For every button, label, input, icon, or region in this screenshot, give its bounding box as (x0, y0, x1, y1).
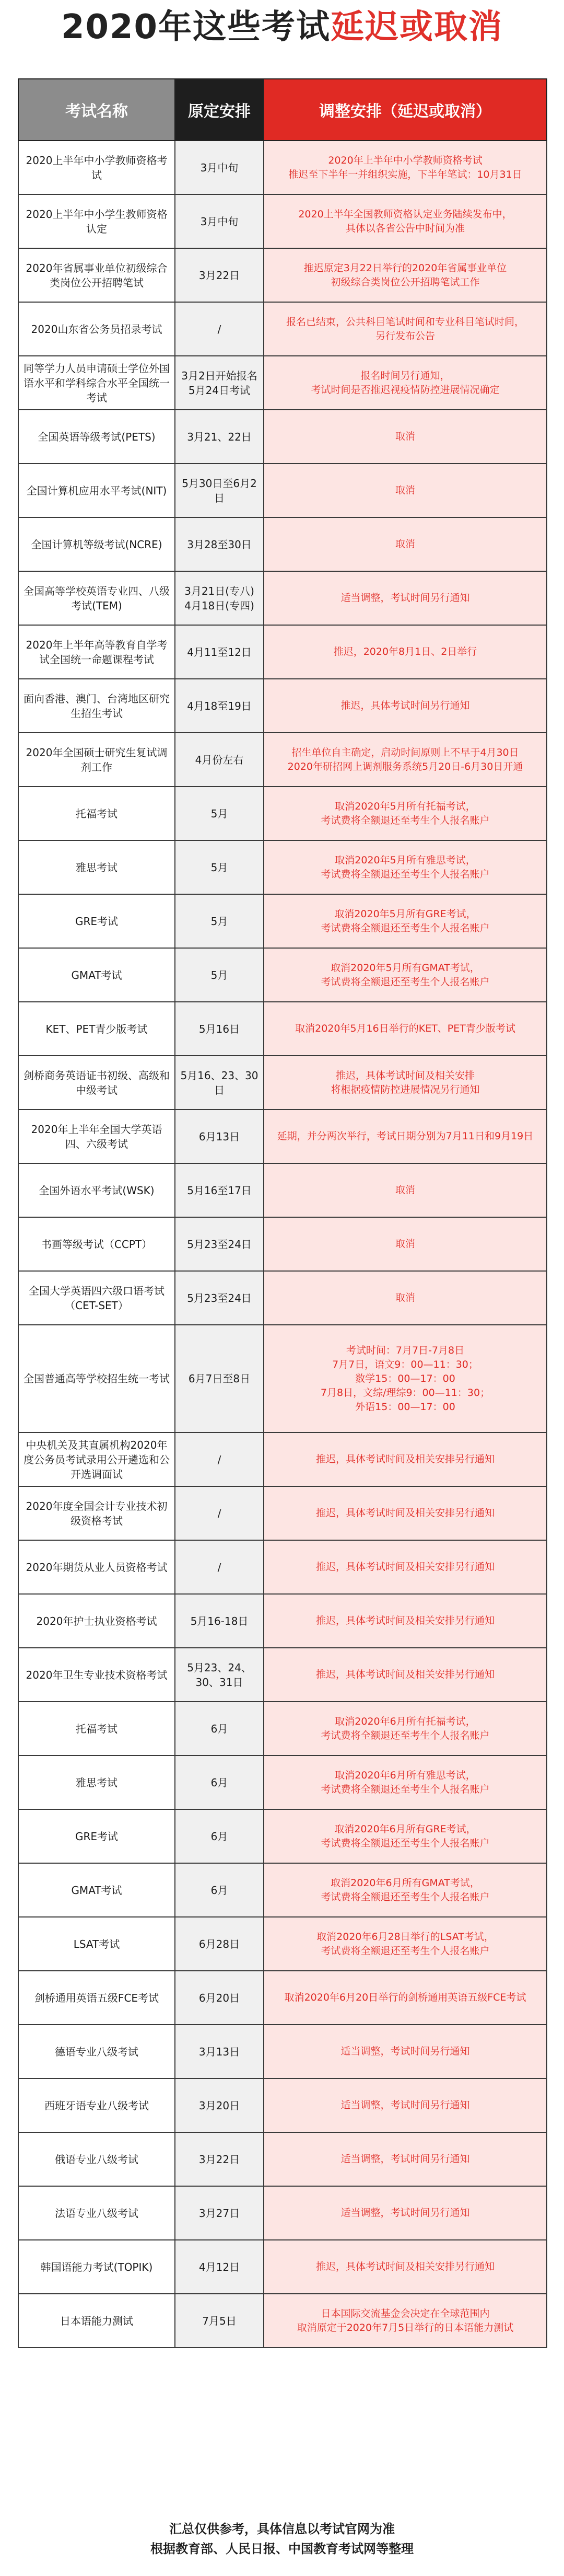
adjustment-cell: 适当调整，考试时间另行通知 (264, 571, 547, 625)
original-schedule-cell: 6月 (175, 1863, 264, 1917)
adjustment-cell: 取消 (264, 464, 547, 517)
original-schedule-cell: 5月16至17日 (175, 1163, 264, 1217)
adjustment-cell: 取消2020年5月16日举行的KET、PET青少版考试 (264, 1002, 547, 1056)
table-row (18, 1971, 547, 2025)
table-row (18, 2240, 547, 2294)
exam-name-cell: 全国计算机应用水平考试(NIT) (18, 464, 175, 517)
adjustment-cell: 推迟，具体考试时间及相关安排另行通知 (264, 1540, 547, 1594)
original-schedule-cell: 4月11至12日 (175, 625, 264, 679)
table-row (18, 733, 547, 787)
exam-name-cell: 2020年护士执业资格考试 (18, 1594, 175, 1648)
table-row (18, 625, 547, 679)
original-schedule-cell: 5月16、23、30日 (175, 1056, 264, 1110)
original-schedule-cell: 4月份左右 (175, 733, 264, 787)
original-schedule-cell: 5月 (175, 840, 264, 894)
table-row (18, 1163, 547, 1217)
table-row (18, 948, 547, 1002)
header-exam-name: 考试名称 (18, 79, 175, 141)
adjustment-cell: 取消 (264, 1163, 547, 1217)
exam-name-cell: 剑桥通用英语五级FCE考试 (18, 1971, 175, 2025)
original-schedule-cell: 3月20日 (175, 2078, 264, 2132)
header-original-schedule: 原定安排 (175, 79, 264, 141)
exam-name-cell: 韩国语能力考试(TOPIK) (18, 2240, 175, 2294)
adjustment-cell: 取消2020年6月28日举行的LSAT考试， 考试费将全额退还至考生个人报名账户 (264, 1917, 547, 1971)
original-schedule-cell: 6月 (175, 1809, 264, 1863)
original-schedule-cell: 3月中旬 (175, 194, 264, 248)
original-schedule-cell: 3月22日 (175, 248, 264, 302)
table-row (18, 1486, 547, 1540)
adjustment-cell: 推迟，具体考试时间及相关安排另行通知 (264, 2240, 547, 2294)
original-schedule-cell: 5月 (175, 787, 264, 840)
table-row (18, 517, 547, 571)
table-row (18, 1755, 547, 1809)
original-schedule-cell: 4月18至19日 (175, 679, 264, 733)
table-row (18, 302, 547, 356)
adjustment-cell: 取消2020年5月所有GRE考试， 考试费将全额退还至考生个人报名账户 (264, 894, 547, 948)
adjustment-cell: 取消2020年6月所有GMAT考试， 考试费将全额退还至考生个人报名账户 (264, 1863, 547, 1917)
exam-name-cell: 雅思考试 (18, 840, 175, 894)
exam-name-cell: 2020年省属事业单位初级综合类岗位公开招聘笔试 (18, 248, 175, 302)
adjustment-cell: 考试时间：7月7日-7月8日 7月7日，语文9：00—11：30； 数学15：00—17：00 7月8日，文综/理综9：00—11：30； 外语15：00—17：00 (264, 1325, 547, 1433)
table-row (18, 840, 547, 894)
exam-name-cell: 2020年卫生专业技术资格考试 (18, 1648, 175, 1702)
adjustment-cell: 适当调整，考试时间另行通知 (264, 2025, 547, 2078)
original-schedule-cell: 5月16-18日 (175, 1594, 264, 1648)
original-schedule-cell: 3月21日(专八) 4月18日(专四) (175, 571, 264, 625)
table-row (18, 2132, 547, 2186)
original-schedule-cell: 3月13日 (175, 2025, 264, 2078)
page-title-accent: 延迟或取消 (331, 8, 503, 47)
table-row (18, 1002, 547, 1056)
original-schedule-cell: 3月21、22日 (175, 410, 264, 464)
exam-name-cell: 雅思考试 (18, 1755, 175, 1809)
table-row (18, 141, 547, 194)
original-schedule-cell: 5月23、24、30、31日 (175, 1648, 264, 1702)
exam-name-cell: 全国大学英语四六级口语考试（CET-SET） (18, 1271, 175, 1325)
original-schedule-cell: 5月23至24日 (175, 1217, 264, 1271)
table-row (18, 1056, 547, 1110)
adjustment-cell: 取消2020年5月所有托福考试， 考试费将全额退还至考生个人报名账户 (264, 787, 547, 840)
adjustment-cell: 推迟，具体考试时间另行通知 (264, 679, 547, 733)
exam-name-cell: 全国高等学校英语专业四、八级考试(TEM) (18, 571, 175, 625)
exam-name-cell: 俄语专业八级考试 (18, 2132, 175, 2186)
adjustment-cell: 适当调整，考试时间另行通知 (264, 2078, 547, 2132)
table-row (18, 356, 547, 410)
adjustment-cell: 延期，并分两次举行，考试日期分别为7月11日和9月19日 (264, 1110, 547, 1163)
table-row (18, 1271, 547, 1325)
exam-name-cell: 法语专业八级考试 (18, 2186, 175, 2240)
adjustment-cell: 取消2020年6月20日举行的剑桥通用英语五级FCE考试 (264, 1971, 547, 2025)
table-body (18, 141, 547, 2348)
adjustment-cell: 推迟，具体考试时间及相关安排另行通知 (264, 1594, 547, 1648)
adjustment-cell: 取消 (264, 1217, 547, 1271)
exam-name-cell: 同等学力人员申请硕士学位外国语水平和学科综合水平全国统一考试 (18, 356, 175, 410)
original-schedule-cell: / (175, 1540, 264, 1594)
table-row (18, 1702, 547, 1755)
exam-table (18, 78, 547, 2348)
exam-name-cell: 面向香港、澳门、台湾地区研究生招生考试 (18, 679, 175, 733)
adjustment-cell: 取消2020年6月所有GRE考试， 考试费将全额退还至考生个人报名账户 (264, 1809, 547, 1863)
table-row (18, 679, 547, 733)
exam-name-cell: 全国计算机等级考试(NCRE) (18, 517, 175, 571)
table-row (18, 410, 547, 464)
adjustment-cell: 推迟，具体考试时间及相关安排 将根据疫情防控进展情况另行通知 (264, 1056, 547, 1110)
exam-name-cell: 剑桥商务英语证书初级、高级和中级考试 (18, 1056, 175, 1110)
adjustment-cell: 推迟原定3月22日举行的2020年省属事业单位 初级综合类岗位公开招聘笔试工作 (264, 248, 547, 302)
exam-name-cell: 2020年上半年高等教育自学考试全国统一命题课程考试 (18, 625, 175, 679)
original-schedule-cell: 5月30日至6月2日 (175, 464, 264, 517)
table-row (18, 787, 547, 840)
exam-name-cell: GRE考试 (18, 1809, 175, 1863)
adjustment-cell: 报名已结束，公共科目笔试时间和专业科目笔试时间， 另行发布公告 (264, 302, 547, 356)
exam-name-cell: 日本语能力测试 (18, 2294, 175, 2348)
exam-name-cell: 2020上半年中小学教师资格考试 (18, 141, 175, 194)
adjustment-cell: 适当调整，考试时间另行通知 (264, 2186, 547, 2240)
exam-name-cell: 2020年上半年全国大学英语四、六级考试 (18, 1110, 175, 1163)
exam-name-cell: GMAT考试 (18, 1863, 175, 1917)
exam-name-cell: KET、PET青少版考试 (18, 1002, 175, 1056)
table-row (18, 2025, 547, 2078)
page-title (0, 0, 564, 48)
adjustment-cell: 取消2020年5月所有雅思考试， 考试费将全额退还至考生个人报名账户 (264, 840, 547, 894)
adjustment-cell: 取消2020年6月所有雅思考试， 考试费将全额退还至考生个人报名账户 (264, 1755, 547, 1809)
original-schedule-cell: 3月27日 (175, 2186, 264, 2240)
table-row (18, 1917, 547, 1971)
exam-name-cell: 2020山东省公务员招录考试 (18, 302, 175, 356)
exam-name-cell: 托福考试 (18, 787, 175, 840)
adjustment-cell: 招生单位自主确定，启动时间原则上不早于4月30日 2020年研招网上调剂服务系统5月20日-6月30日开通 (264, 733, 547, 787)
original-schedule-cell: 7月5日 (175, 2294, 264, 2348)
footer-source: 根据教育部、人民日报、中国教育考试网等整理 (150, 2542, 414, 2556)
exam-name-cell: 全国普通高等学校招生统一考试 (18, 1325, 175, 1433)
adjustment-cell: 推迟，具体考试时间及相关安排另行通知 (264, 1648, 547, 1702)
adjustment-cell: 日本国际交流基金会决定在全球范围内 取消原定于2020年7月5日举行的日本语能力测试 (264, 2294, 547, 2348)
table-row (18, 1325, 547, 1433)
original-schedule-cell: 5月 (175, 894, 264, 948)
footer-note (0, 2519, 564, 2559)
adjustment-cell: 推迟，具体考试时间及相关安排另行通知 (264, 1433, 547, 1486)
exam-name-cell: GMAT考试 (18, 948, 175, 1002)
original-schedule-cell: 3月中旬 (175, 141, 264, 194)
original-schedule-cell: 5月 (175, 948, 264, 1002)
adjustment-cell: 2020上半年全国教师资格认定业务陆续发布中， 具体以各省公告中时间为准 (264, 194, 547, 248)
adjustment-cell: 取消 (264, 1271, 547, 1325)
table-row (18, 1648, 547, 1702)
exam-name-cell: 德语专业八级考试 (18, 2025, 175, 2078)
table-row (18, 894, 547, 948)
exam-name-cell: 2020上半年中小学生教师资格认定 (18, 194, 175, 248)
table-row (18, 1594, 547, 1648)
original-schedule-cell: 5月16日 (175, 1002, 264, 1056)
adjustment-cell: 报名时间另行通知， 考试时间是否推迟视疫情防控进展情况确定 (264, 356, 547, 410)
original-schedule-cell: 6月13日 (175, 1110, 264, 1163)
exam-name-cell: LSAT考试 (18, 1917, 175, 1971)
table-row (18, 2186, 547, 2240)
table-row (18, 2078, 547, 2132)
exam-name-cell: 2020年全国硕士研究生复试调剂工作 (18, 733, 175, 787)
adjustment-cell: 推迟，2020年8月1日、2日举行 (264, 625, 547, 679)
footer-disclaimer: 汇总仅供参考，具体信息以考试官网为准 (169, 2522, 395, 2536)
exam-name-cell: 全国英语等级考试(PETS) (18, 410, 175, 464)
table-row (18, 1217, 547, 1271)
exam-name-cell: 中央机关及其直属机构2020年度公务员考试录用公开遴选和公开选调面试 (18, 1433, 175, 1486)
exam-name-cell: 2020年度全国会计专业技术初级资格考试 (18, 1486, 175, 1540)
header-adjustment: 调整安排（延迟或取消） (264, 79, 547, 141)
table-row (18, 1433, 547, 1486)
exam-table-container (18, 78, 546, 2348)
adjustment-cell: 推迟，具体考试时间及相关安排另行通知 (264, 1486, 547, 1540)
original-schedule-cell: 3月22日 (175, 2132, 264, 2186)
exam-name-cell: GRE考试 (18, 894, 175, 948)
adjustment-cell: 取消 (264, 517, 547, 571)
original-schedule-cell: 6月28日 (175, 1917, 264, 1971)
original-schedule-cell: 4月12日 (175, 2240, 264, 2294)
exam-name-cell: 西班牙语专业八级考试 (18, 2078, 175, 2132)
original-schedule-cell: / (175, 1433, 264, 1486)
original-schedule-cell: 3月28至30日 (175, 517, 264, 571)
original-schedule-cell: 6月7日至8日 (175, 1325, 264, 1433)
original-schedule-cell: 6月20日 (175, 1971, 264, 2025)
original-schedule-cell: 6月 (175, 1755, 264, 1809)
adjustment-cell: 取消2020年5月所有GMAT考试， 考试费将全额退还至考生个人报名账户 (264, 948, 547, 1002)
adjustment-cell: 适当调整，考试时间另行通知 (264, 2132, 547, 2186)
table-row (18, 1863, 547, 1917)
original-schedule-cell: / (175, 302, 264, 356)
table-row (18, 248, 547, 302)
original-schedule-cell: 6月 (175, 1702, 264, 1755)
table-row (18, 1110, 547, 1163)
exam-name-cell: 托福考试 (18, 1702, 175, 1755)
exam-name-cell: 书画等级考试（CCPT） (18, 1217, 175, 1271)
exam-name-cell: 全国外语水平考试(WSK) (18, 1163, 175, 1217)
table-row (18, 194, 547, 248)
original-schedule-cell: 5月23至24日 (175, 1271, 264, 1325)
page-title-main: 2020年这些考试 (61, 8, 331, 47)
exam-name-cell: 2020年期货从业人员资格考试 (18, 1540, 175, 1594)
table-row (18, 571, 547, 625)
table-row (18, 1809, 547, 1863)
original-schedule-cell: 3月2日开始报名 5月24日考试 (175, 356, 264, 410)
adjustment-cell: 2020年上半年中小学教师资格考试 推迟至下半年一并组织实施，下半年笔试：10月31日 (264, 141, 547, 194)
table-header-row (18, 79, 547, 141)
table-row (18, 464, 547, 517)
original-schedule-cell: / (175, 1486, 264, 1540)
table-row (18, 2294, 547, 2348)
adjustment-cell: 取消2020年6月所有托福考试， 考试费将全额退还至考生个人报名账户 (264, 1702, 547, 1755)
adjustment-cell: 取消 (264, 410, 547, 464)
table-row (18, 1540, 547, 1594)
